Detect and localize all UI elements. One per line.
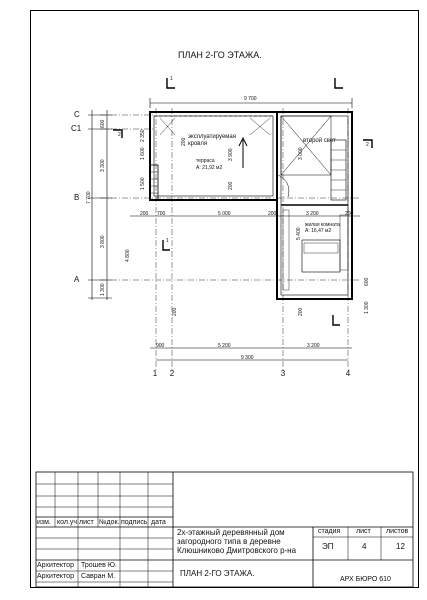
dim-misc: 200 xyxy=(172,307,178,316)
architect-name-1: Трошев Ю. xyxy=(81,562,117,569)
sheet-label: лист xyxy=(356,528,371,535)
dim-inner: 200 xyxy=(228,181,234,190)
stage-label: стадия xyxy=(318,528,341,535)
terrace-name: терраса xyxy=(196,158,215,164)
tb-header-sign: подпись xyxy=(121,519,148,526)
dim-mid: 200 xyxy=(345,211,354,217)
bureau-name: АРХ БЮРО 610 xyxy=(340,576,391,583)
dim-bottom-d3: 3 200 xyxy=(307,343,320,349)
tb-header-izm: изм. xyxy=(37,519,51,526)
section-mark-1-bottom: 1 xyxy=(166,238,169,244)
dim-misc: 200 xyxy=(298,307,304,316)
axis-label-a: A xyxy=(74,275,80,284)
drawing-title: ПЛАН 2-ГО ЭТАЖА. xyxy=(180,569,255,578)
architect-name-2: Савран М. xyxy=(81,573,116,580)
stage-value: ЭП xyxy=(322,542,334,551)
axis-label-4: 4 xyxy=(345,369,351,378)
sheets-label: листов xyxy=(386,528,409,535)
section-mark-2-left: 2 xyxy=(118,132,121,138)
dim-mid: 5 000 xyxy=(218,211,231,217)
axis-label-c1: C1 xyxy=(71,124,82,133)
sheets-value: 12 xyxy=(396,542,405,551)
dim-left: 7 700 xyxy=(86,191,92,204)
dim-top-total: 9 700 xyxy=(244,96,257,102)
dim-mid: 200 xyxy=(140,211,149,217)
bedroom-area: A: 16,47 м2 xyxy=(305,228,332,234)
dim-mid: 700 xyxy=(157,211,166,217)
project-name: 2х-этажный деревянный дом загородного типа в деревне Клюшниково Дмитровского р-на xyxy=(177,528,297,555)
dim-left: 3 300 xyxy=(100,159,106,172)
dim-mid: 200 xyxy=(268,211,277,217)
dim-bottom-d2: 5 200 xyxy=(218,343,231,349)
axis-label-1: 1 xyxy=(152,369,158,378)
dim-bottom-d1: 900 xyxy=(156,343,165,349)
dim-mid: 3 200 xyxy=(306,211,319,217)
bedroom-name: жилая комната xyxy=(305,222,340,228)
dim-bottom-total: 9 300 xyxy=(241,355,254,361)
tb-header-date: дата xyxy=(151,519,166,526)
tb-header-doc: №док. xyxy=(99,519,120,526)
axis-label-c: C xyxy=(74,110,80,119)
second-light-label: второй свет xyxy=(303,138,336,144)
dim-left: 600 xyxy=(100,119,106,128)
axis-label-3: 3 xyxy=(280,369,286,378)
dim-right: 600 xyxy=(364,277,370,286)
dim-inner: 1 500 xyxy=(140,177,146,190)
terrace-walls xyxy=(150,112,277,200)
terrace-area: A: 21,92 м2 xyxy=(196,165,223,171)
plan-title: ПЛАН 2-ГО ЭТАЖА. xyxy=(178,50,262,60)
dim-left: 3 800 xyxy=(100,235,106,248)
axis-label-b: B xyxy=(74,193,80,202)
tb-header-kol: кол.уч xyxy=(57,519,78,526)
roof-label: эксплуатируемая кровля xyxy=(188,134,236,147)
dim-inner: 200 xyxy=(181,137,187,146)
axis-label-2: 2 xyxy=(169,369,175,378)
section-mark-2-right: 2 xyxy=(366,142,369,148)
tb-header-list: лист xyxy=(79,519,94,526)
architect-role-2: Архитектор xyxy=(37,573,74,580)
architect-role-1: Архитектор xyxy=(37,562,74,569)
dim-right: 3 000 xyxy=(298,147,304,160)
dim-inner: 1 600 xyxy=(140,147,146,160)
dim-right: 1 300 xyxy=(364,301,370,314)
section-mark-1-top: 1 xyxy=(170,76,173,82)
dim-inner: 2 350 xyxy=(140,129,146,142)
dim-inner: 3 900 xyxy=(228,148,234,161)
dim-left: 4 800 xyxy=(125,249,131,262)
bed xyxy=(302,240,340,272)
dim-right: 5 400 xyxy=(296,227,302,240)
dim-left: 1 300 xyxy=(100,283,106,296)
sheet-value: 4 xyxy=(362,542,367,551)
